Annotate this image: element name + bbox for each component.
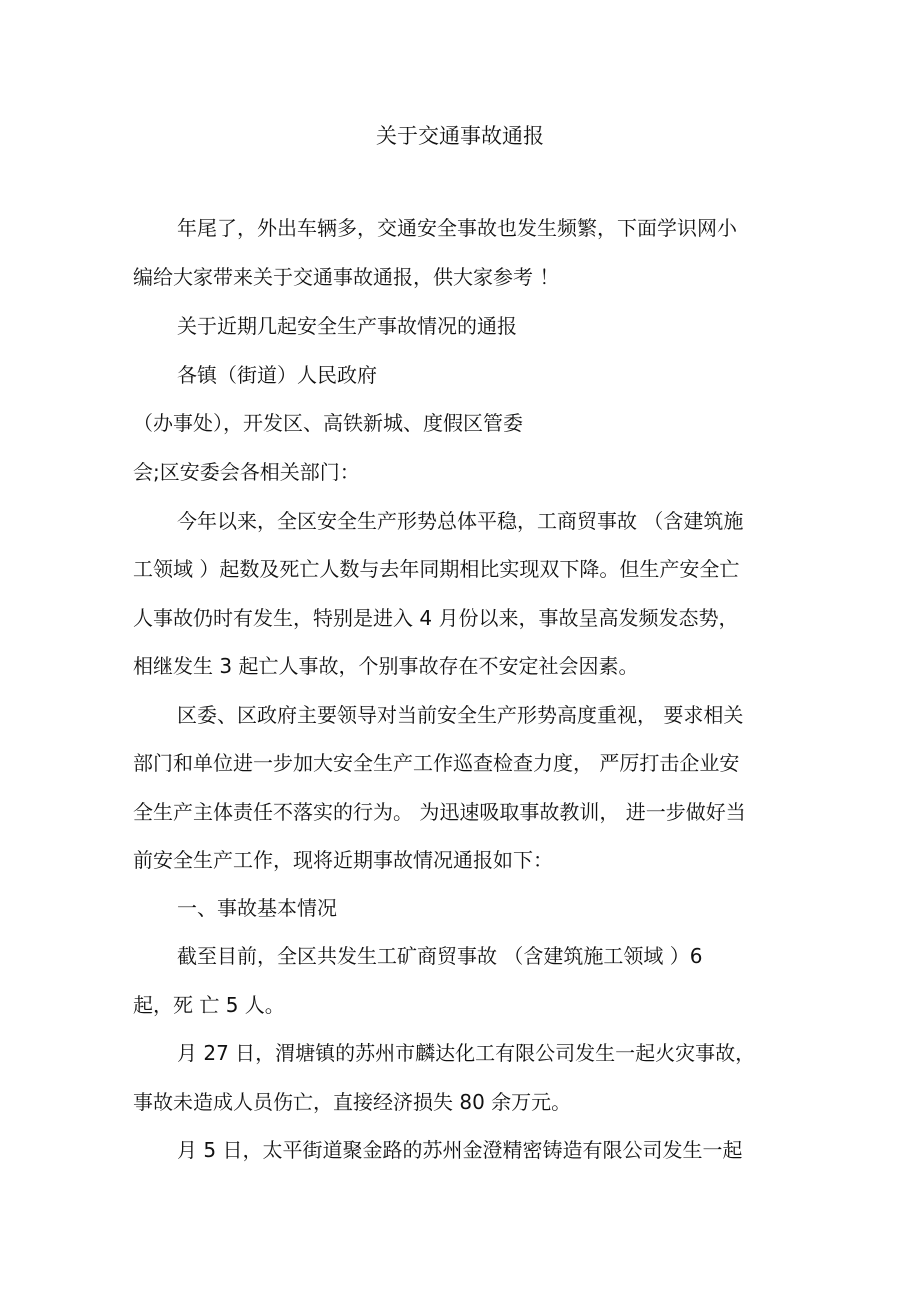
paragraph-line: 各镇（街道）人民政府 [177, 363, 377, 387]
paragraph-line: 相继发生 3 起亡人事故，个别事故存在不安定社会因素。 [133, 654, 639, 678]
paragraph-line: 区委、区政府主要领导对当前安全生产形势高度重视， 要求相关 [177, 703, 744, 727]
paragraph-line: 前安全生产工作，现将近期事故情况通报如下： [133, 848, 553, 872]
paragraph-line: 起，死 亡 5 人。 [133, 993, 285, 1017]
paragraph-line: 部门和单位进一步加大安全生产工作巡查检查力度， 严厉打击企业安 [133, 751, 740, 775]
paragraph-line: 工领域 ）起数及死亡人数与去年同期相比实现双下降。但生产安全亡 [133, 557, 740, 581]
paragraph-line: （办事处），开发区、高铁新城、度假区管委 [133, 411, 523, 435]
paragraph-line: 全生产主体责任不落实的行为。 为迅速吸取事故教训， 进一步做好当 [133, 800, 746, 824]
paragraph-line: 关于近期几起安全生产事故情况的通报 [177, 314, 517, 338]
paragraph-line: 截至目前，全区共发生工矿商贸事故 （含建筑施工领域 ）6 [177, 944, 703, 968]
paragraph-line: 会;区安委会各相关部门： [133, 460, 360, 484]
paragraph-line: 今年以来，全区安全生产形势总体平稳，工商贸事故 （含建筑施 [177, 509, 744, 533]
paragraph-line: 人事故仍时有发生，特别是进入 4 月份以来，事故呈高发频发态势， [133, 606, 739, 630]
paragraph-line: 月 5 日，太平街道聚金路的苏州金澄精密铸造有限公司发生一起 [177, 1138, 743, 1162]
paragraph-line: 年尾了，外出车辆多，交通安全事故也发生频繁，下面学识网小 [177, 216, 737, 240]
section-heading: 一、事故基本情况 [177, 896, 337, 920]
paragraph-line: 编给大家带来关于交通事故通报，供大家参考 ！ [133, 265, 560, 289]
paragraph-line: 月 27 日，渭塘镇的苏州市麟达化工有限公司发生一起火灾事故， [177, 1041, 756, 1065]
paragraph-line: 事故未造成人员伤亡，直接经济损失 80 余万元。 [133, 1090, 572, 1114]
document-title: 关于交通事故通报 [376, 124, 544, 148]
